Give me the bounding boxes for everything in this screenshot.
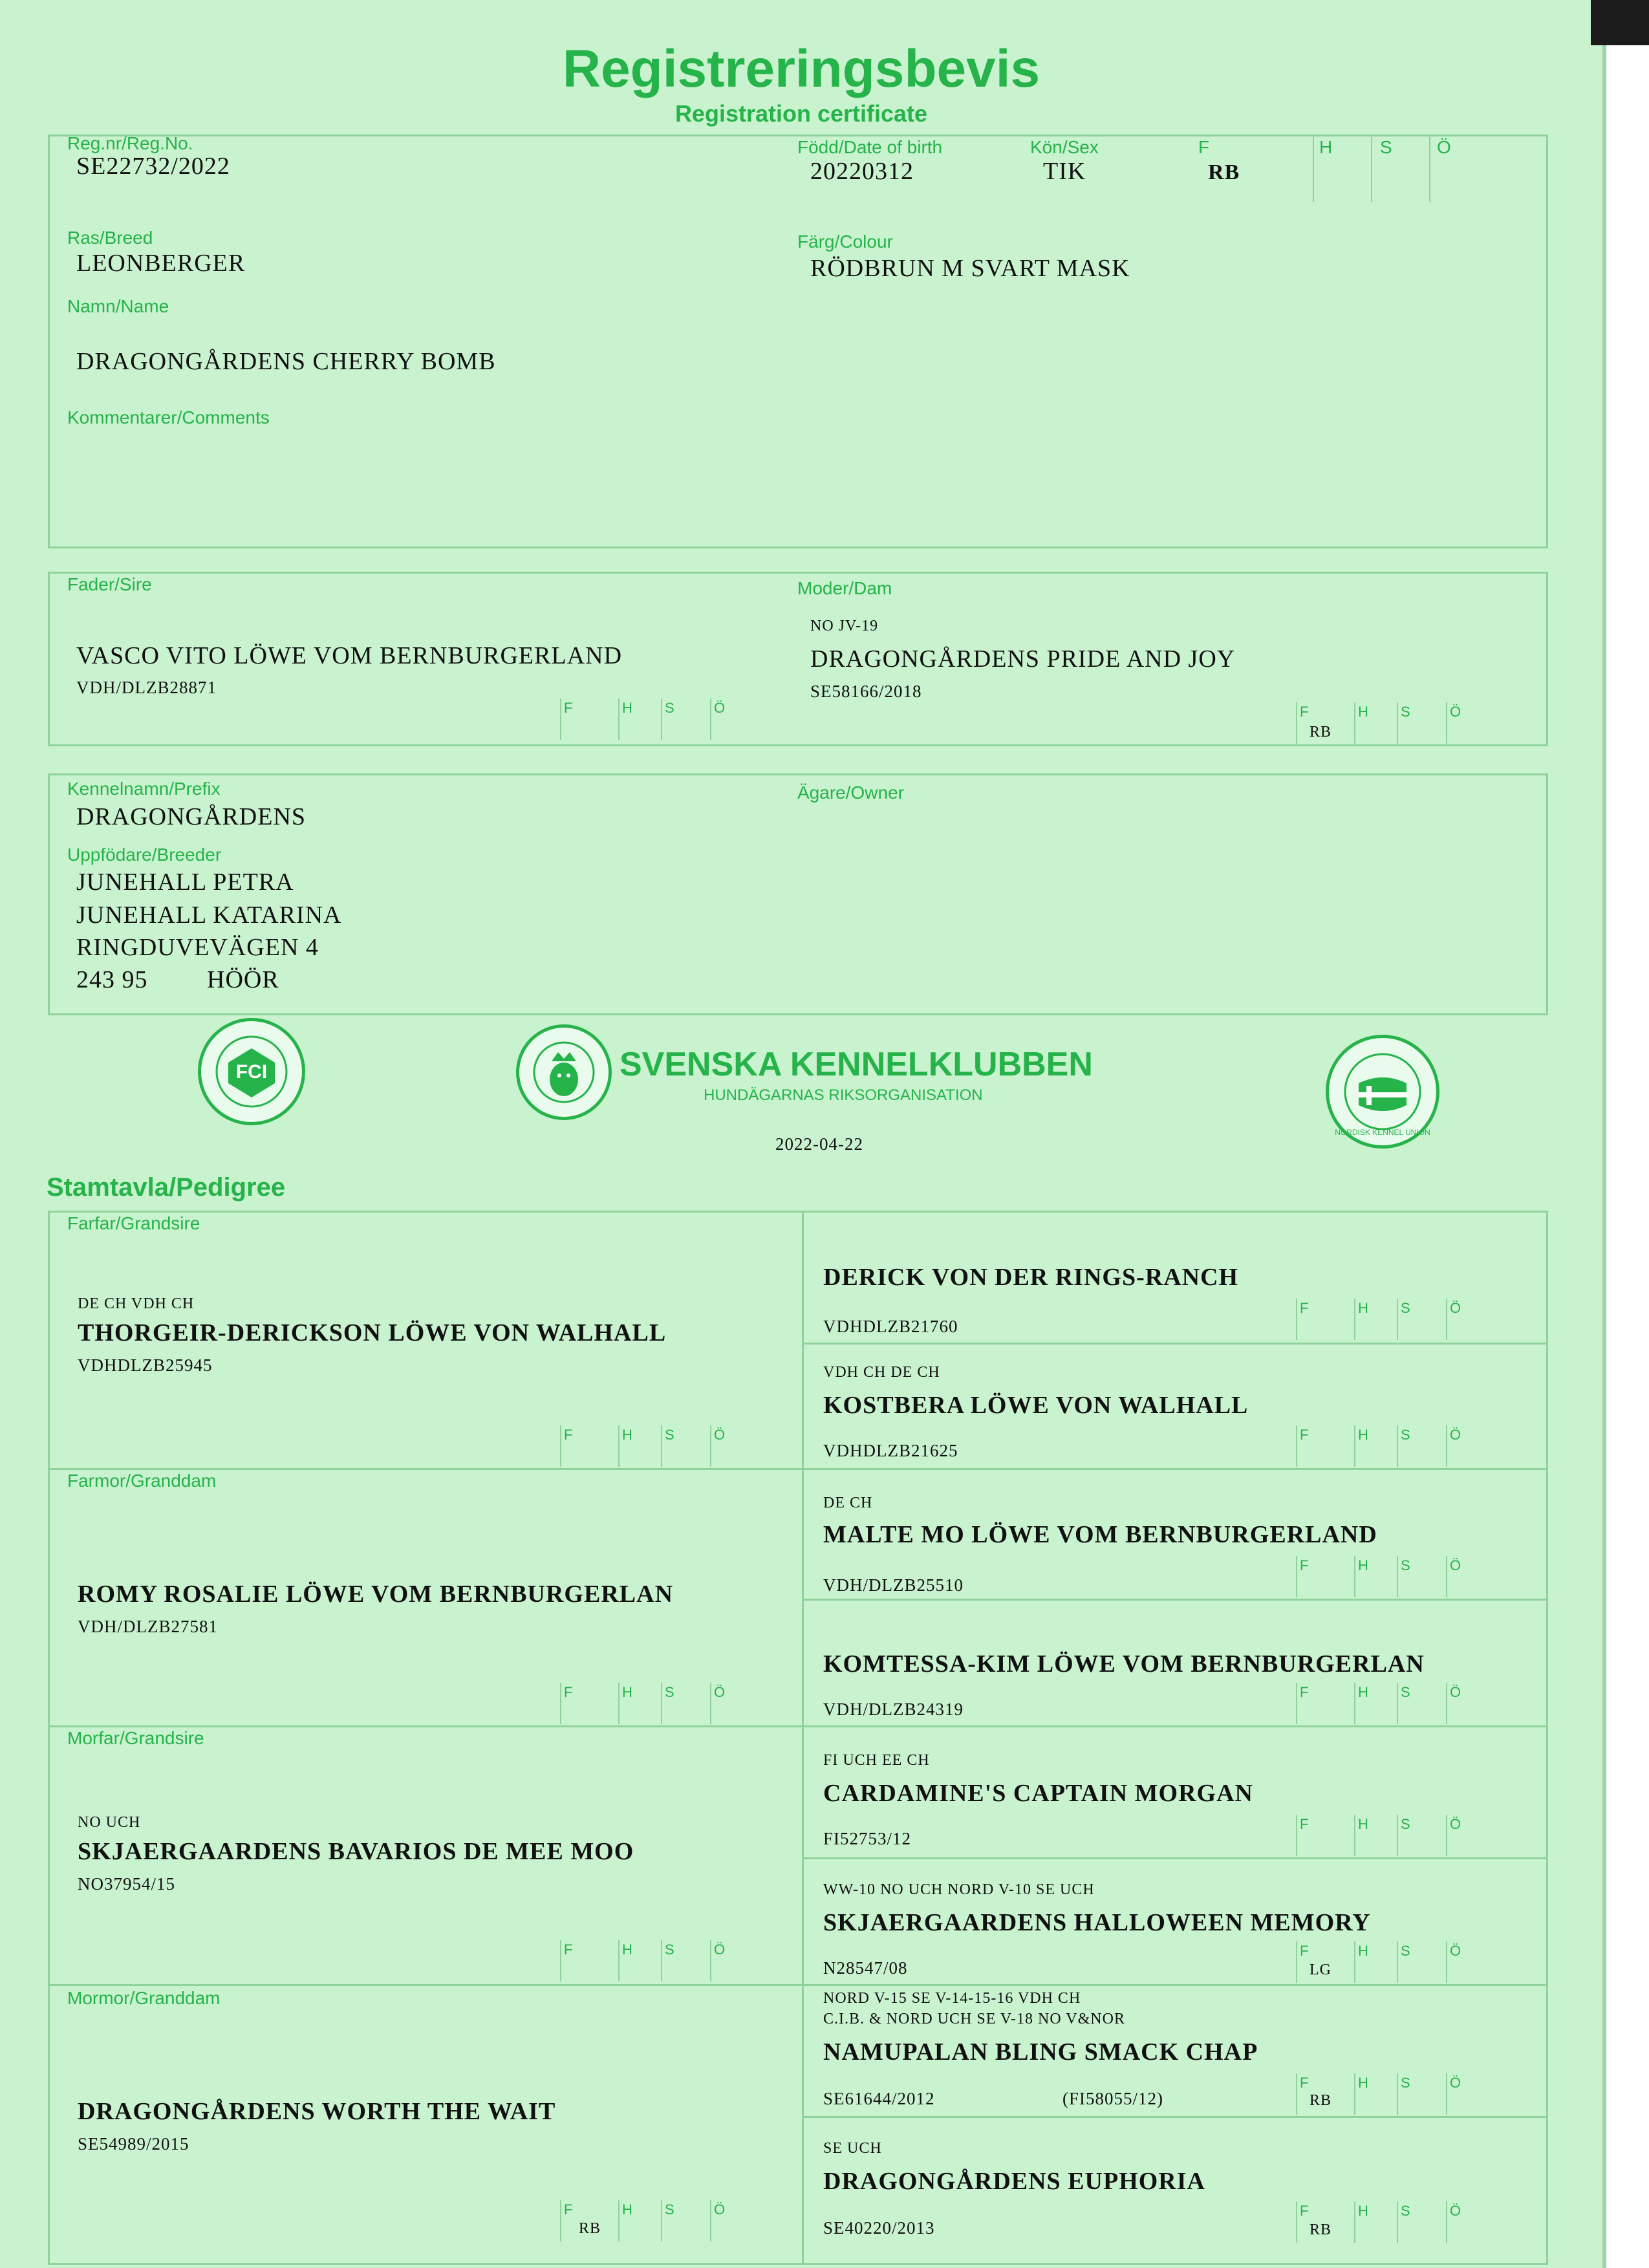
pedigree-row-divider	[48, 1725, 803, 1727]
comments-label: Kommentarer/Comments	[67, 407, 270, 427]
mark-label: S	[1401, 2203, 1410, 2219]
mark-divider	[1296, 2073, 1297, 2115]
grandsire-reg: VDHDLZB25945	[78, 1355, 213, 1375]
mark-divider	[1446, 702, 1447, 744]
dam-name: DRAGONGÅRDENS PRIDE AND JOY	[810, 645, 1236, 673]
mark-label: S	[1401, 1427, 1410, 1443]
breed-label: Ras/Breed	[67, 228, 153, 248]
mark-label: H	[1358, 1427, 1368, 1443]
colour-label: Färg/Colour	[797, 232, 893, 252]
breeder-line: JUNEHALL PETRA	[76, 869, 294, 896]
mark-label: Ö	[1450, 1943, 1461, 1959]
mark-label: F	[564, 700, 573, 716]
mark-divider	[1446, 2073, 1447, 2115]
mark-label: H	[1358, 1684, 1368, 1700]
regno-value: SE22732/2022	[76, 153, 230, 180]
grandsire-label: Farfar/Grandsire	[67, 1213, 200, 1233]
mark-divider	[560, 1683, 561, 1724]
mark-divider	[1446, 1556, 1447, 1597]
mark-divider	[710, 1425, 711, 1467]
divider	[1313, 137, 1314, 202]
pedigree-row-divider	[802, 1599, 1548, 1601]
mark-label: S	[1401, 1557, 1410, 1573]
ggp-reg: VDHDLZB21760	[823, 1317, 958, 1336]
mark-divider	[618, 1425, 620, 1467]
ggp-reg: VDH/DLZB24319	[823, 1700, 964, 1719]
mark-label: S	[1401, 704, 1410, 720]
ggp-f-value: LG	[1310, 1961, 1331, 1978]
ggp-titles: VDH CH DE CH	[823, 1364, 940, 1381]
dam-reg: SE58166/2018	[810, 682, 922, 701]
mark-label: S	[665, 700, 674, 716]
nku-logo-text: NORDISK KENNEL UNION	[1335, 1128, 1430, 1137]
pedigree-row-divider	[802, 1468, 1548, 1470]
mark-label: H	[1358, 1300, 1368, 1316]
breeder-postcode: 243 95	[76, 966, 148, 993]
mark-divider	[560, 1940, 561, 1982]
dam-titles: NO JV-19	[810, 618, 879, 634]
sex-label: Kön/Sex	[1030, 137, 1099, 157]
mark-divider	[560, 1425, 561, 1467]
registration-box	[48, 135, 1548, 548]
mark-divider	[710, 698, 711, 740]
mark-divider	[618, 698, 620, 740]
mark-label: Ö	[1450, 1300, 1461, 1316]
mark-divider	[618, 1940, 620, 1982]
mark-label: F	[1300, 1943, 1309, 1959]
mark-divider	[1397, 2201, 1398, 2243]
mark-divider	[1397, 702, 1398, 744]
sire-reg: VDH/DLZB28871	[76, 678, 217, 697]
mark-divider	[1397, 1299, 1398, 1340]
scan-margin	[1602, 0, 1649, 2268]
mark-label: F	[1300, 2075, 1309, 2091]
fci-logo	[198, 1018, 305, 1125]
granddam-name: ROMY ROSALIE LÖWE VOM BERNBURGERLAN	[78, 1581, 674, 1608]
ggp-titles: C.I.B. & NORD UCH SE V-18 NO V&NOR	[823, 2011, 1125, 2027]
pedigree-row-divider	[802, 1725, 1548, 1727]
ggp-name: DRAGONGÅRDENS EUPHORIA	[823, 2168, 1205, 2195]
mark-divider	[1354, 1425, 1355, 1467]
mark-label: H	[1358, 2075, 1368, 2091]
mark-divider	[1296, 1425, 1297, 1467]
mark-label: Ö	[1450, 2075, 1461, 2091]
mark-label: Ö	[714, 2201, 726, 2218]
grandsire-titles: DE CH VDH CH	[78, 1295, 195, 1312]
mark-divider	[1354, 1683, 1355, 1724]
mark-label: S	[665, 1427, 674, 1443]
mark-label: S	[1401, 1943, 1410, 1959]
divider	[1371, 137, 1372, 202]
dam-f-value: RB	[1310, 724, 1332, 740]
born-label: Född/Date of birth	[797, 137, 943, 157]
mark-divider	[1296, 1815, 1297, 1856]
ggp-f-value: RB	[1310, 2221, 1332, 2238]
mark-label: F	[564, 1427, 573, 1443]
mark-label: Ö	[1450, 704, 1461, 720]
mark-divider	[1397, 1941, 1398, 1983]
mark-divider	[1354, 1299, 1355, 1340]
ggp-reg: VDH/DLZB25510	[823, 1575, 964, 1595]
mark-label: F	[1300, 1816, 1309, 1832]
ggp-name: KOMTESSA-KIM LÖWE VOM BERNBURGERLAN	[823, 1650, 1425, 1678]
ggp-name: CARDAMINE'S CAPTAIN MORGAN	[823, 1780, 1253, 1807]
mark-label: H	[622, 1684, 632, 1700]
mark-label: Ö	[1450, 1557, 1461, 1573]
s-label: S	[1380, 137, 1392, 157]
mark-label: S	[665, 1941, 674, 1958]
mark-divider	[1446, 1941, 1447, 1983]
mark-divider	[618, 2200, 620, 2241]
fci-logo-text: FCI	[235, 1061, 268, 1083]
issue-date: 2022-04-22	[775, 1134, 863, 1154]
mark-divider	[1397, 2073, 1398, 2115]
breeder-line: RINGDUVEVÄGEN 4	[76, 934, 319, 961]
pedigree-title: Stamtavla/Pedigree	[47, 1173, 286, 1202]
mark-divider	[710, 2200, 711, 2241]
mark-label: F	[564, 1684, 573, 1700]
mark-divider	[1397, 1556, 1398, 1597]
ggp-reg: N28547/08	[823, 1958, 908, 1978]
ggp-titles: DE CH	[823, 1495, 873, 1511]
h-label: H	[1319, 137, 1333, 157]
breed-value: LEONBERGER	[76, 250, 246, 277]
mark-label: H	[1358, 2203, 1368, 2219]
pedigree-row-divider	[802, 2116, 1548, 2118]
scan-edge-shadow	[1602, 0, 1606, 2268]
org-tagline: HUNDÄGARNAS RIKSORGANISATION	[704, 1086, 983, 1104]
name-value: DRAGONGÅRDENS CHERRY BOMB	[76, 348, 496, 375]
mark-divider	[661, 698, 662, 740]
breeder-label: Uppfödare/Breeder	[67, 845, 222, 865]
pedigree-row-divider	[48, 1984, 803, 1986]
mark-label: F	[1300, 1557, 1309, 1573]
mark-label: H	[1358, 704, 1368, 720]
mark-divider	[1397, 1815, 1398, 1856]
mark-label: H	[1358, 1943, 1368, 1959]
ggp-name: SKJAERGAARDENS HALLOWEEN MEMORY	[823, 1909, 1371, 1936]
sex-value: TIK	[1043, 158, 1086, 185]
pedigree-row-divider	[802, 1857, 1548, 1859]
mark-label: F	[1300, 1427, 1309, 1443]
mark-label: Ö	[1450, 2203, 1461, 2219]
mark-divider	[1354, 1941, 1355, 1983]
name-label: Namn/Name	[67, 296, 169, 316]
mark-label: Ö	[714, 700, 726, 716]
prefix-value: DRAGONGÅRDENS	[76, 803, 307, 830]
mark-label: S	[1401, 1300, 1410, 1316]
mark-label: Ö	[1450, 1684, 1461, 1700]
mark-label: H	[1358, 1816, 1368, 1832]
ggp-name: DERICK VON DER RINGS-RANCH	[823, 1264, 1239, 1291]
m-granddam-f-value: RB	[579, 2220, 601, 2237]
breeder-line: JUNEHALL KATARINA	[76, 902, 342, 929]
mark-divider	[1296, 702, 1297, 744]
grandsire-name: THORGEIR-DERICKSON LÖWE VON WALHALL	[78, 1319, 667, 1346]
mark-divider	[1446, 1425, 1447, 1467]
ggp-f-value: RB	[1310, 2092, 1332, 2109]
ggp-titles: SE UCH	[823, 2140, 882, 2157]
mark-label: F	[1300, 2203, 1309, 2219]
m-granddam-reg: SE54989/2015	[78, 2134, 189, 2154]
mark-divider	[560, 698, 561, 740]
mark-divider	[1446, 1299, 1447, 1340]
mark-label: S	[665, 2201, 674, 2218]
mark-label: S	[1401, 1684, 1410, 1700]
mark-divider	[661, 1940, 662, 1982]
mark-divider	[1296, 1941, 1297, 1983]
prefix-label: Kennelnamn/Prefix	[67, 779, 221, 799]
mark-label: H	[1358, 1557, 1368, 1573]
ggp-name: KOSTBERA LÖWE VON WALHALL	[823, 1392, 1249, 1419]
page-title: Registreringsbevis	[562, 39, 1040, 98]
mark-label: H	[622, 700, 632, 716]
mark-label: Ö	[714, 1684, 726, 1700]
m-grandsire-titles: NO UCH	[78, 1814, 141, 1831]
scan-corner	[1591, 0, 1649, 45]
ggp-name: NAMUPALAN BLING SMACK CHAP	[823, 2038, 1258, 2066]
ggp-reg: FI52753/12	[823, 1829, 912, 1848]
ggp-name: MALTE MO LÖWE VOM BERNBURGERLAND	[823, 1521, 1377, 1548]
mark-divider	[1354, 2073, 1355, 2115]
mark-divider	[1354, 1815, 1355, 1856]
pedigree-row-divider	[802, 1984, 1548, 1986]
ggp-alt-reg: (FI58055/12)	[1062, 2089, 1163, 2108]
nku-logo	[1326, 1035, 1439, 1149]
mark-divider	[1354, 702, 1355, 744]
org-name: SVENSKA KENNELKLUBBEN	[620, 1046, 1093, 1083]
dam-label: Moder/Dam	[797, 578, 892, 598]
mark-divider	[1354, 1556, 1355, 1597]
pedigree-row-divider	[48, 1468, 803, 1470]
mark-divider	[1354, 2201, 1355, 2243]
mark-label: H	[622, 2201, 632, 2218]
ggp-titles: FI UCH EE CH	[823, 1752, 930, 1769]
mark-divider	[1446, 2201, 1447, 2243]
skk-emblem	[516, 1024, 612, 1120]
mark-divider	[1397, 1683, 1398, 1724]
mark-divider	[1446, 1683, 1447, 1724]
ggp-titles: NORD V-15 SE V-14-15-16 VDH CH	[823, 1990, 1081, 2007]
mark-divider	[661, 1683, 662, 1724]
mark-divider	[710, 1940, 711, 1982]
mark-divider	[618, 1683, 620, 1724]
granddam-reg: VDH/DLZB27581	[78, 1617, 218, 1636]
o-label: Ö	[1437, 137, 1451, 157]
mark-label: Ö	[1450, 1427, 1461, 1443]
colour-value: RÖDBRUN M SVART MASK	[810, 255, 1130, 282]
mark-divider	[1296, 1556, 1297, 1597]
mark-label: S	[1401, 1816, 1410, 1832]
mark-label: H	[622, 1427, 632, 1443]
mark-label: F	[564, 1941, 573, 1958]
ggp-reg: SE61644/2012	[823, 2089, 935, 2108]
m-grandsire-name: SKJAERGAARDENS BAVARIOS DE MEE MOO	[78, 1838, 634, 1865]
f-value: RB	[1208, 160, 1240, 184]
breeder-city: HÖÖR	[207, 966, 279, 993]
mark-divider	[661, 2200, 662, 2241]
mark-label: Ö	[714, 1941, 726, 1958]
mark-label: H	[622, 1941, 632, 1958]
mark-label: F	[1300, 1684, 1309, 1700]
mark-label: S	[665, 1684, 674, 1700]
owner-label: Ägare/Owner	[797, 783, 904, 803]
pedigree-center-divider	[802, 1211, 804, 2265]
m-granddam-label: Mormor/Granddam	[67, 1988, 221, 2008]
mark-divider	[661, 1425, 662, 1467]
sire-name: VASCO VITO LÖWE VOM BERNBURGERLAND	[76, 642, 623, 669]
divider	[1429, 137, 1430, 202]
mark-divider	[560, 2200, 561, 2241]
mark-divider	[1296, 1683, 1297, 1724]
mark-divider	[1296, 1299, 1297, 1340]
page-subtitle: Registration certificate	[674, 100, 928, 127]
mark-label: F	[1300, 1300, 1309, 1316]
mark-divider	[1397, 1425, 1398, 1467]
ggp-reg: SE40220/2013	[823, 2218, 935, 2238]
pedigree-row-divider	[802, 1343, 1548, 1345]
mark-divider	[1296, 2201, 1297, 2243]
sire-label: Fader/Sire	[67, 574, 152, 594]
mark-divider	[710, 1683, 711, 1724]
mark-label: F	[564, 2201, 573, 2218]
mark-label: S	[1401, 2075, 1410, 2091]
f-label: F	[1198, 137, 1210, 157]
granddam-label: Farmor/Granddam	[67, 1471, 217, 1491]
mark-label: Ö	[714, 1427, 726, 1443]
ggp-titles: WW-10 NO UCH NORD V-10 SE UCH	[823, 1881, 1095, 1898]
regno-label: Reg.nr/Reg.No.	[67, 133, 193, 153]
ggp-reg: VDHDLZB21625	[823, 1441, 958, 1460]
mark-label: Ö	[1450, 1816, 1461, 1832]
mark-label: F	[1300, 704, 1309, 720]
mark-divider	[1446, 1815, 1447, 1856]
m-grandsire-reg: NO37954/15	[78, 1874, 175, 1894]
m-granddam-name: DRAGONGÅRDENS WORTH THE WAIT	[78, 2098, 556, 2125]
m-grandsire-label: Morfar/Grandsire	[67, 1728, 204, 1748]
born-value: 20220312	[810, 158, 914, 185]
